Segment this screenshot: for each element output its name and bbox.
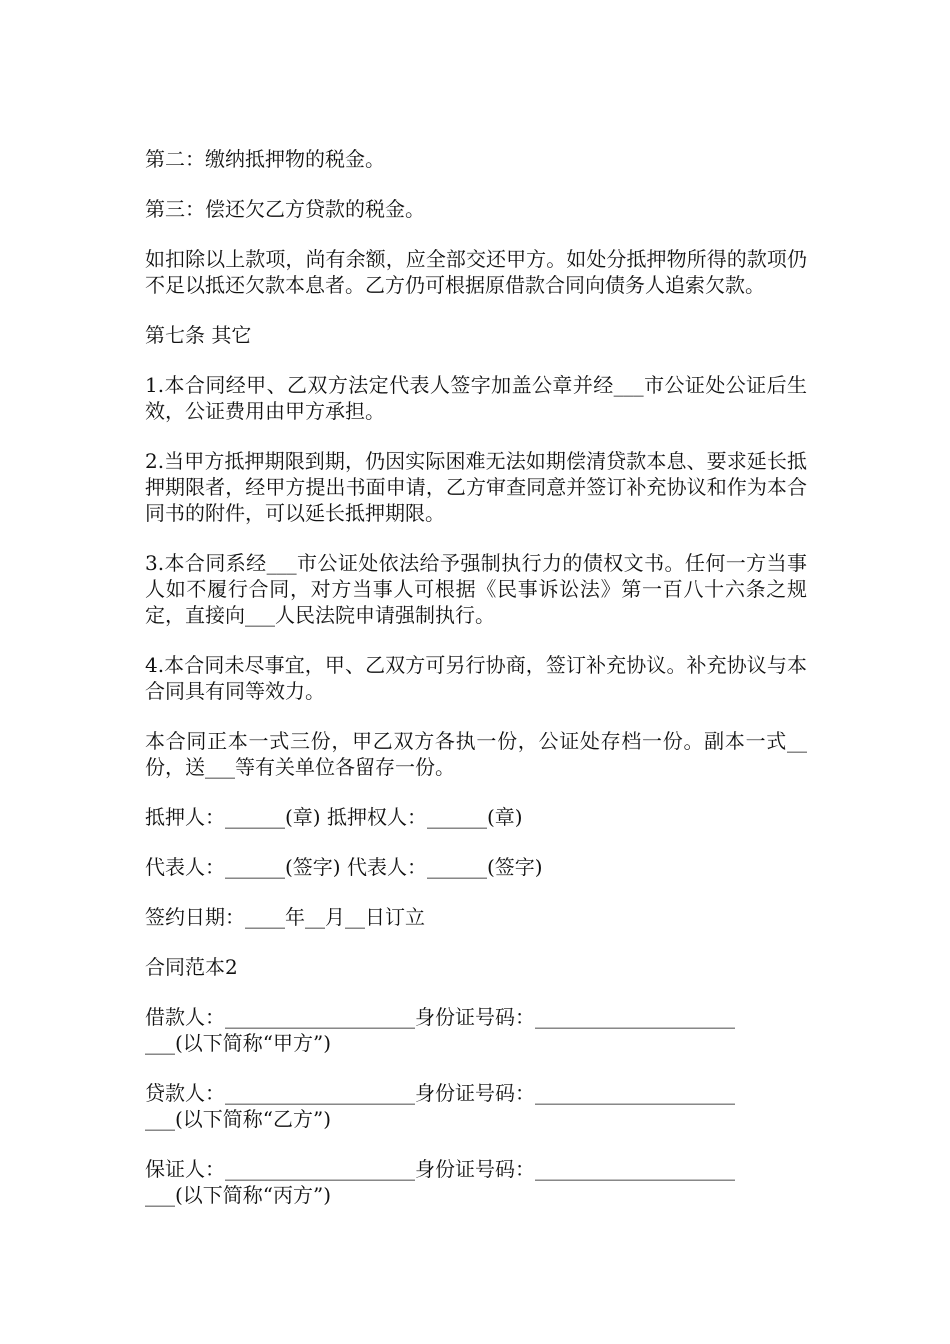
- paragraph-repay-loan-tax: 第三：偿还欠乙方贷款的税金。: [145, 197, 425, 221]
- clause-1-notarization: 1.本合同经甲、乙双方法定代表人签字加盖公章并经___市公证处公证后生效，公证费用由甲方承担。: [145, 373, 807, 423]
- party-lender: [145, 1080, 807, 1132]
- party-lender-line1: 贷款人：___________________身份证号码：____________________: [145, 1081, 735, 1105]
- clause-4-supplementary: 4.本合同未尽事宜，甲、乙双方可另行协商，签订补充协议。补充协议与本合同具有同等效力。: [145, 653, 807, 703]
- document-page: [145, 146, 807, 1232]
- paragraph-tax-on-collateral: 第二：缴纳抵押物的税金。: [145, 147, 385, 171]
- party-guarantor-line1: 保证人：___________________身份证号码：____________________: [145, 1157, 735, 1181]
- paragraph-copies: 本合同正本一式三份，甲乙双方各执一份，公证处存档一份。副本一式__份，送___等有关单位各留存一份。: [145, 729, 807, 779]
- party-guarantor: [145, 1156, 807, 1208]
- contract-template-2-title: 合同范本2: [145, 955, 238, 979]
- signature-line-representative: 代表人：______(签字) 代表人：______(签字): [145, 855, 543, 879]
- party-borrower-line2: ___(以下简称“甲方”): [145, 1031, 332, 1055]
- clause-2-extension: 2.当甲方抵押期限到期，仍因实际困难无法如期偿清贷款本息、要求延长抵押期限者，经甲方提出书面申请，乙方审查同意并签订补充协议和作为本合同书的附件，可以延长抵押期限。: [145, 449, 807, 525]
- signing-date-line: 签约日期：____年__月__日订立: [145, 905, 425, 929]
- party-borrower: [145, 1004, 807, 1056]
- party-guarantor-line2: ___(以下简称“丙方”): [145, 1183, 332, 1207]
- paragraph-remaining-balance: 如扣除以上款项，尚有余额，应全部交还甲方。如处分抵押物所得的款项仍不足以抵还欠款本息者。乙方仍可根据原借款合同向债务人追索欠款。: [145, 247, 807, 297]
- party-lender-line2: ___(以下简称“乙方”): [145, 1107, 332, 1131]
- article-seven-heading: 第七条 其它: [145, 323, 252, 347]
- signature-line-mortgagor: 抵押人：______(章) 抵押权人：______(章): [145, 805, 523, 829]
- party-borrower-line1: 借款人：___________________身份证号码：____________________: [145, 1005, 735, 1029]
- clause-3-enforcement: 3.本合同系经___市公证处依法给予强制执行力的债权文书。任何一方当事人如不履行合同，对方当事人可根据《民事诉讼法》第一百八十六条之规定，直接向___人民法院申请强制执行。: [145, 551, 807, 627]
